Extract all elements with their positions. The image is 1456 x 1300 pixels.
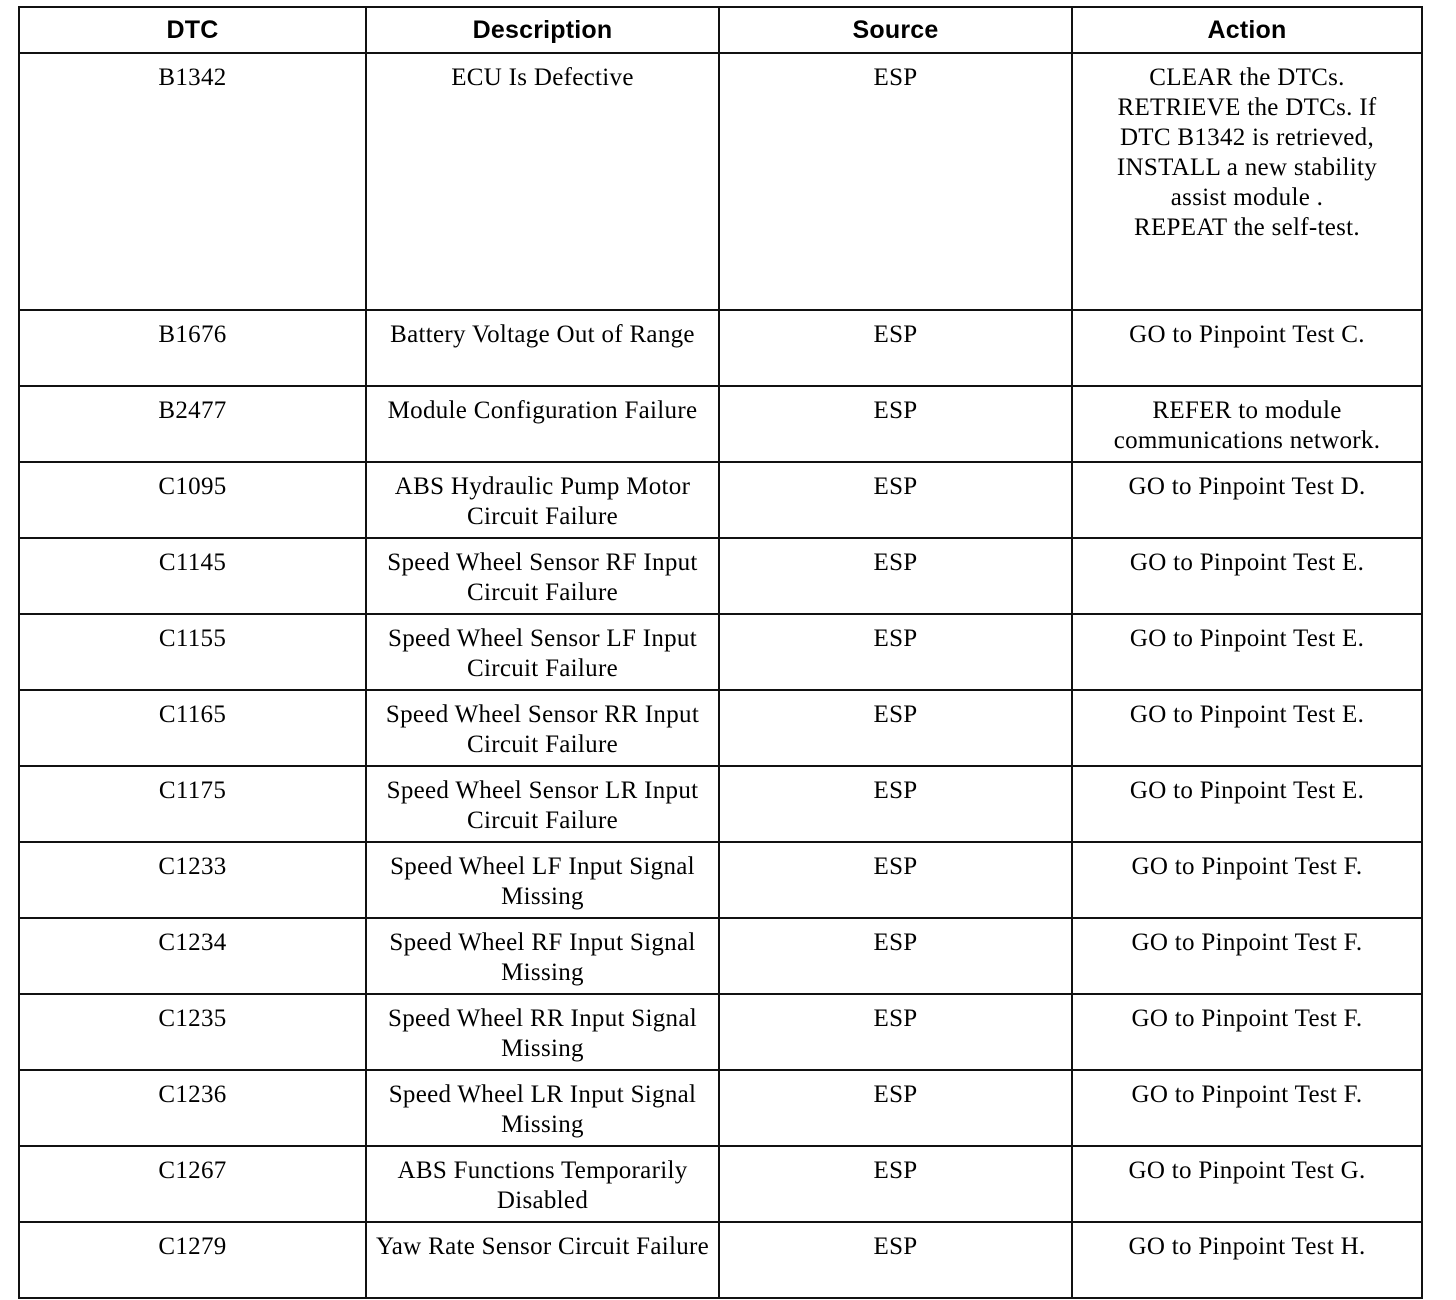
dtc-code: B2477 — [19, 386, 366, 462]
dtc-code: C1095 — [19, 462, 366, 538]
dtc-action: GO to Pinpoint Test F. — [1072, 994, 1422, 1070]
dtc-source: ESP — [719, 386, 1072, 462]
dtc-source: ESP — [719, 766, 1072, 842]
dtc-source: ESP — [719, 690, 1072, 766]
header-dtc: DTC — [19, 7, 366, 53]
action-line: INSTALL a new stability — [1116, 154, 1378, 181]
dtc-description: Module Configuration Failure — [366, 386, 719, 462]
dtc-code: C1233 — [19, 842, 366, 918]
header-action: Action — [1072, 7, 1422, 53]
dtc-code: C1267 — [19, 1146, 366, 1222]
dtc-code: B1342 — [19, 53, 366, 310]
dtc-description: Speed Wheel Sensor RR Input Circuit Failure — [366, 690, 719, 766]
dtc-code: C1175 — [19, 766, 366, 842]
dtc-code: C1145 — [19, 538, 366, 614]
action-line: REPEAT the self-test. — [1134, 214, 1360, 241]
dtc-action: GO to Pinpoint Test D. — [1072, 462, 1422, 538]
action-line: DTC B1342 is retrieved, — [1119, 124, 1375, 151]
table-row — [19, 766, 1422, 842]
dtc-action: GO to Pinpoint Test E. — [1072, 766, 1422, 842]
table-row — [19, 1070, 1422, 1146]
dtc-action: REFER to module communications network. — [1072, 386, 1422, 462]
dtc-description: Battery Voltage Out of Range — [366, 310, 719, 386]
action-line: assist module . — [1170, 184, 1324, 211]
dtc-source: ESP — [719, 1146, 1072, 1222]
dtc-code: C1279 — [19, 1222, 366, 1298]
dtc-source: ESP — [719, 1070, 1072, 1146]
dtc-description: ABS Hydraulic Pump Motor Circuit Failure — [366, 462, 719, 538]
table-row — [19, 1222, 1422, 1298]
dtc-source: ESP — [719, 1222, 1072, 1298]
dtc-source: ESP — [719, 614, 1072, 690]
action-line: CLEAR the DTCs. — [1149, 64, 1345, 91]
table-row — [19, 538, 1422, 614]
dtc-code: B1676 — [19, 310, 366, 386]
table-row — [19, 842, 1422, 918]
dtc-description: Speed Wheel LR Input Signal Missing — [366, 1070, 719, 1146]
document-page — [18, 6, 1421, 1299]
dtc-description: Speed Wheel Sensor RF Input Circuit Failure — [366, 538, 719, 614]
table-row — [19, 462, 1422, 538]
dtc-source: ESP — [719, 310, 1072, 386]
table-row — [19, 918, 1422, 994]
dtc-action: GO to Pinpoint Test C. — [1072, 310, 1422, 386]
dtc-action: GO to Pinpoint Test H. — [1072, 1222, 1422, 1298]
dtc-code: C1165 — [19, 690, 366, 766]
dtc-table — [18, 6, 1423, 1299]
dtc-description: ABS Functions Temporarily Disabled — [366, 1146, 719, 1222]
dtc-source: ESP — [719, 538, 1072, 614]
table-row — [19, 53, 1422, 310]
dtc-code: C1155 — [19, 614, 366, 690]
action-line: RETRIEVE the DTCs. If — [1117, 94, 1377, 121]
dtc-action: GO to Pinpoint Test E. — [1072, 538, 1422, 614]
dtc-description: Speed Wheel LF Input Signal Missing — [366, 842, 719, 918]
dtc-description: Speed Wheel RF Input Signal Missing — [366, 918, 719, 994]
dtc-action: GO to Pinpoint Test F. — [1072, 842, 1422, 918]
dtc-description: Speed Wheel RR Input Signal Missing — [366, 994, 719, 1070]
dtc-description: Speed Wheel Sensor LF Input Circuit Failure — [366, 614, 719, 690]
dtc-description: ECU Is Defective — [366, 53, 719, 310]
dtc-action: GO to Pinpoint Test E. — [1072, 690, 1422, 766]
dtc-source: ESP — [719, 918, 1072, 994]
dtc-description: Yaw Rate Sensor Circuit Failure — [366, 1222, 719, 1298]
header-description: Description — [366, 7, 719, 53]
table-row — [19, 310, 1422, 386]
dtc-source: ESP — [719, 462, 1072, 538]
dtc-code: C1235 — [19, 994, 366, 1070]
dtc-code: C1234 — [19, 918, 366, 994]
dtc-code: C1236 — [19, 1070, 366, 1146]
dtc-source: ESP — [719, 53, 1072, 310]
dtc-source: ESP — [719, 842, 1072, 918]
header-source: Source — [719, 7, 1072, 53]
dtc-source: ESP — [719, 994, 1072, 1070]
dtc-action — [1072, 53, 1422, 310]
dtc-action: GO to Pinpoint Test E. — [1072, 614, 1422, 690]
dtc-action: GO to Pinpoint Test F. — [1072, 918, 1422, 994]
table-row — [19, 690, 1422, 766]
dtc-action: GO to Pinpoint Test F. — [1072, 1070, 1422, 1146]
dtc-description: Speed Wheel Sensor LR Input Circuit Failure — [366, 766, 719, 842]
table-row — [19, 386, 1422, 462]
table-row — [19, 614, 1422, 690]
dtc-action: GO to Pinpoint Test G. — [1072, 1146, 1422, 1222]
table-header-row — [19, 7, 1422, 53]
table-row — [19, 1146, 1422, 1222]
table-row — [19, 994, 1422, 1070]
